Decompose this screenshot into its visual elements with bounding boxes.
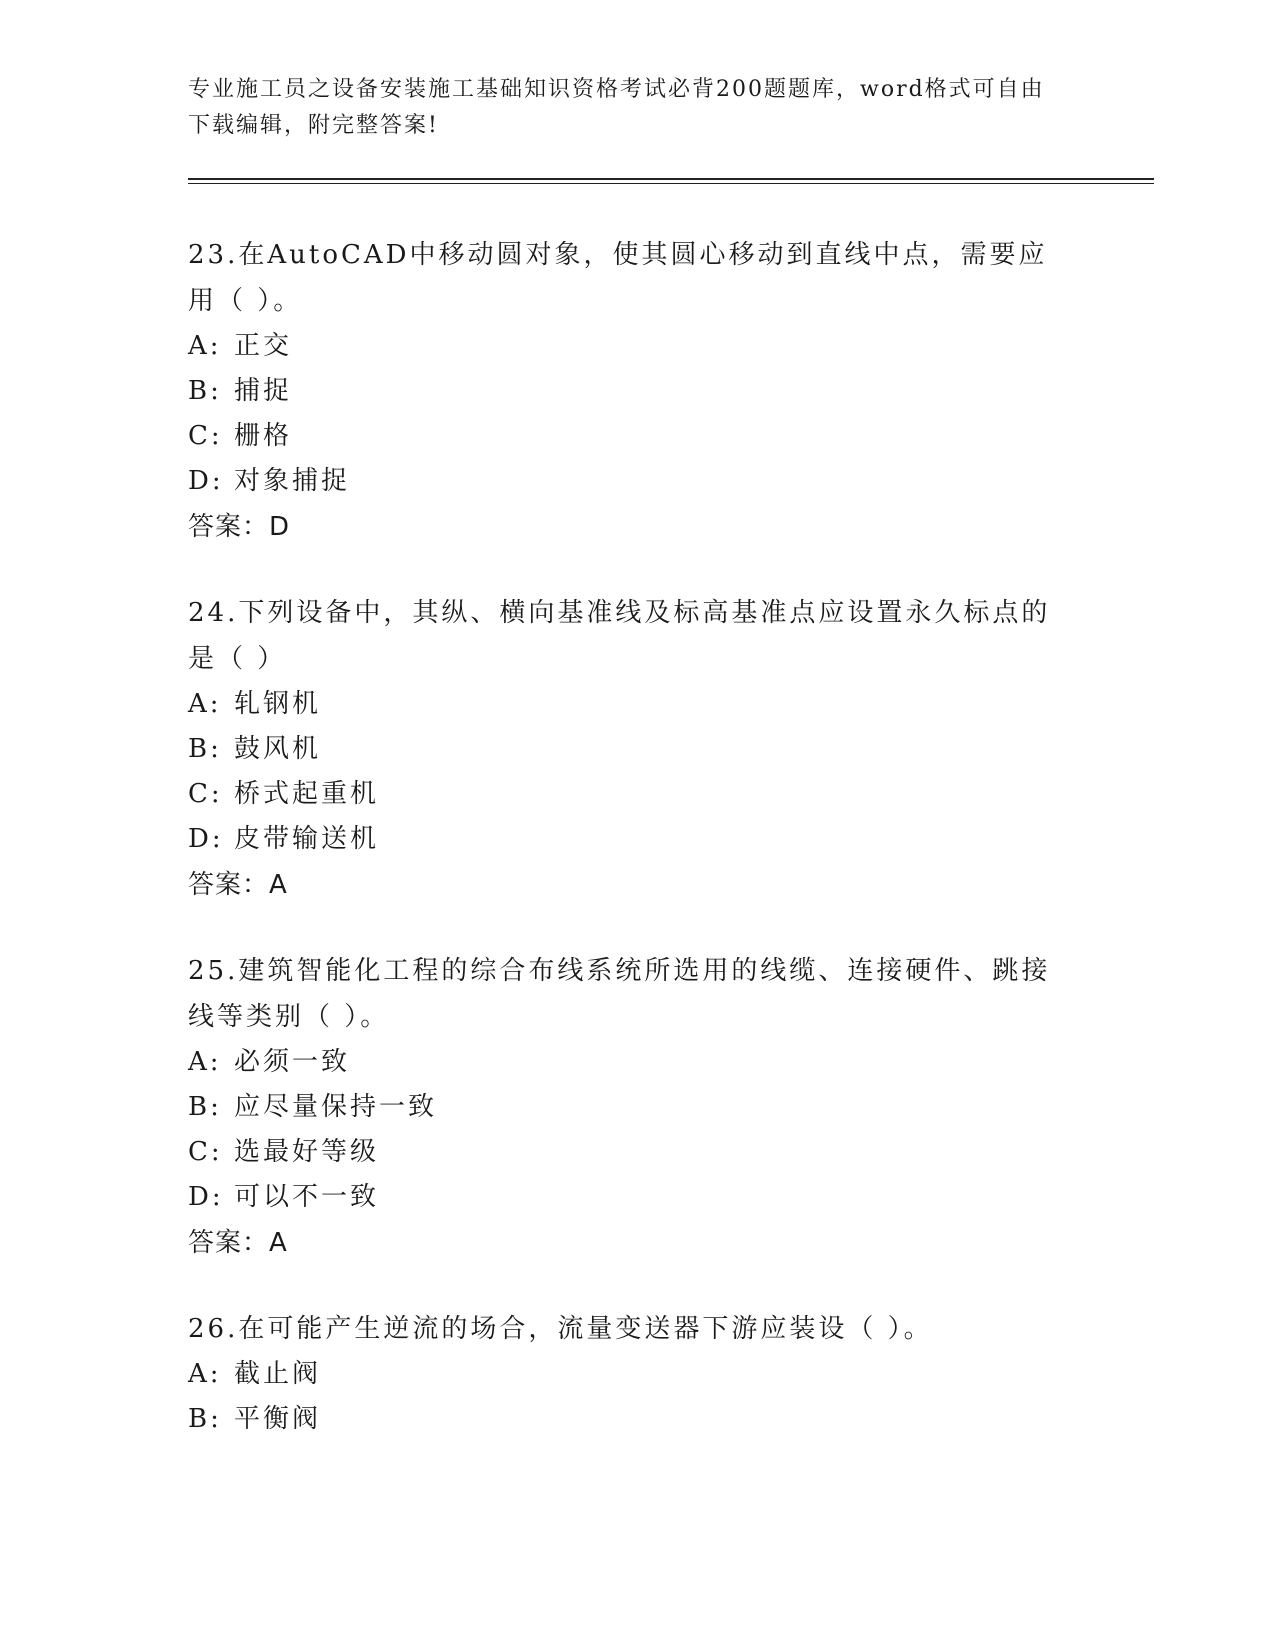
- option-text: 轧钢机: [234, 689, 322, 719]
- question-stem: 26.在可能产生逆流的场合，流量变送器下游应装设（ ）。: [188, 1314, 933, 1344]
- option-key: C:: [188, 779, 223, 809]
- option-text: 鼓风机: [234, 734, 322, 764]
- option-b: [188, 1085, 1068, 1130]
- header-divider: [188, 178, 1154, 184]
- option-key: A:: [188, 1047, 222, 1077]
- question-24: [188, 590, 1068, 908]
- option-text: 截止阀: [234, 1359, 322, 1389]
- option-a: [188, 1352, 1068, 1397]
- option-key: C:: [188, 1137, 223, 1167]
- question-stem: 23.在AutoCAD中移动圆对象，使其圆心移动到直线中点，需要应用（ ）。: [188, 240, 1048, 316]
- option-c: [188, 414, 1068, 459]
- option-d: [188, 1175, 1068, 1220]
- option-text: 必须一致: [234, 1047, 351, 1077]
- option-key: D:: [188, 466, 224, 496]
- option-text: 捕捉: [234, 376, 293, 406]
- option-key: B:: [188, 734, 222, 764]
- option-text: 选最好等级: [234, 1137, 380, 1167]
- option-key: D:: [188, 1182, 224, 1212]
- question-23: [188, 232, 1068, 550]
- option-key: B:: [188, 1404, 222, 1434]
- option-c: [188, 772, 1068, 817]
- option-key: D:: [188, 824, 224, 854]
- option-a: [188, 324, 1068, 369]
- document-header: [188, 72, 1068, 144]
- option-text: 正交: [234, 331, 293, 361]
- option-key: B:: [188, 376, 222, 406]
- question-25: [188, 948, 1068, 1266]
- question-stem: 25.建筑智能化工程的综合布线系统所选用的线缆、连接硬件、跳接线等类别（ ）。: [188, 956, 1051, 1032]
- option-b: [188, 727, 1068, 772]
- option-c: [188, 1130, 1068, 1175]
- option-key: B:: [188, 1092, 222, 1122]
- option-a: [188, 682, 1068, 727]
- option-text: 应尽量保持一致: [234, 1092, 438, 1122]
- option-text: 对象捕捉: [234, 466, 351, 496]
- option-text: 可以不一致: [234, 1182, 380, 1212]
- document-title: 专业施工员之设备安装施工基础知识资格考试必背200题题库，word格式可自由下载编辑，附完整答案!: [188, 77, 1045, 138]
- question-list: [188, 232, 1068, 1482]
- option-a: [188, 1040, 1068, 1085]
- option-key: A:: [188, 689, 222, 719]
- option-b: [188, 1397, 1068, 1442]
- option-d: [188, 459, 1068, 504]
- answer-line: 答案：A: [188, 870, 288, 900]
- question-26: [188, 1306, 1068, 1442]
- option-key: A:: [188, 331, 222, 361]
- option-b: [188, 369, 1068, 414]
- question-stem: 24.下列设备中，其纵、横向基准线及标高基准点应设置永久标点的是（ ）: [188, 598, 1051, 674]
- option-text: 皮带输送机: [234, 824, 380, 854]
- option-key: C:: [188, 421, 223, 451]
- option-key: A:: [188, 1359, 222, 1389]
- answer-line: 答案：A: [188, 1228, 288, 1258]
- answer-line: 答案：D: [188, 512, 291, 542]
- option-text: 平衡阀: [234, 1404, 322, 1434]
- option-text: 栅格: [234, 421, 293, 451]
- option-d: [188, 817, 1068, 862]
- option-text: 桥式起重机: [234, 779, 380, 809]
